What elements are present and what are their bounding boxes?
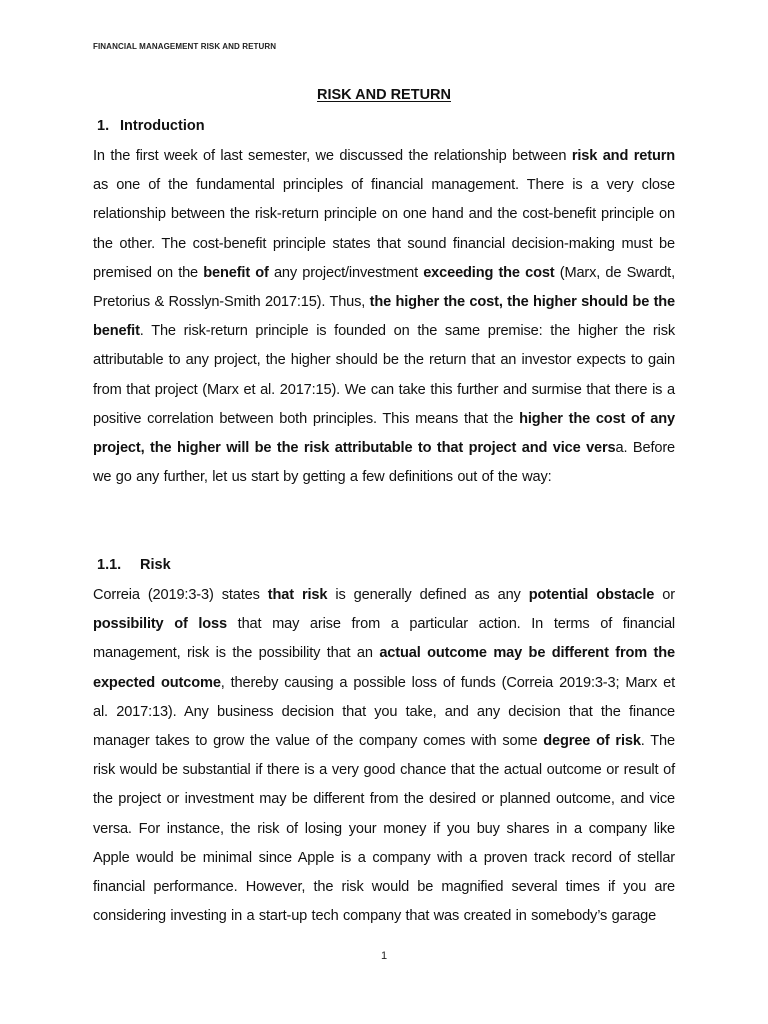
bold-text-run: degree of risk: [543, 733, 641, 750]
bold-text-run: higher the cost of any project, the higher will be the risk attributable to that project and vice vers: [93, 410, 675, 457]
text-run: (Marx, de Swardt, Pretorius & Rosslyn-Smith 2017:15). Thus,: [93, 264, 675, 311]
text-run: any project/investment: [268, 264, 424, 281]
text-run: that may arise from a particular action. In terms of financial management, risk is the possibility that an: [93, 616, 676, 662]
section-heading-introduction: [97, 118, 205, 134]
text-run: as one of the fundamental principles of financial management. There is a very close relationship between the risk-return principle on one hand and the cost-benefit principle on the other. The cost-benefit principle states that sound financial decision-making must be premised on the: [93, 177, 675, 281]
text-run: . The risk would be substantial if there is a very good chance that the actual outcome or result of the project or investment may be different from the desired or planned outcome, and vice versa. For instance, the risk of losing your money if you buy shares in a company like Apple would be minimal since Apple is a company with a proven track record of stellar financial performance. However, the risk would be magnified several times if you are considering investing in a start-up tech company that was created in somebody’s garage: [93, 733, 675, 925]
bold-text-run: exceeding the cost: [423, 264, 555, 281]
document-title: RISK AND RETURN: [317, 87, 451, 103]
text-run: is generally defined as any: [327, 587, 529, 603]
section-heading-text: Introduction: [120, 118, 205, 134]
bold-text-run: benefit of: [203, 264, 269, 281]
section-heading-risk: [97, 557, 171, 573]
section-number: 1.: [97, 118, 110, 134]
bold-text-run: actual outcome may be different from the expected outcome: [93, 645, 675, 691]
text-run: or: [654, 587, 675, 603]
bold-text-run: possibility of loss: [93, 616, 227, 633]
page-number: 1: [380, 950, 388, 962]
introduction-paragraph: [93, 142, 675, 492]
risk-paragraph: [93, 581, 675, 931]
running-header: FINANCIAL MANAGEMENT RISK AND RETURN: [93, 42, 277, 51]
text-run: a. Before we go any further, let us start by getting a few definitions out of the way:: [93, 440, 675, 486]
bold-text-run: that risk: [267, 587, 328, 603]
bold-text-run: the higher the cost, the higher should be the benefit: [93, 294, 676, 340]
section-heading-text: Risk: [140, 557, 171, 573]
text-run: . The risk-return principle is founded on the same premise: the higher the risk attributable to any project, the higher should be the return that an investor expects to gain from that project (Marx et al. 2017:15). We can take this further and surmise that there is a positive correlation between both principles. This means that the: [93, 323, 675, 427]
bold-text-run: risk and return: [571, 148, 676, 164]
text-run: Correia (2019:3-3) states: [93, 587, 268, 603]
text-run: , thereby causing a possible loss of funds (Correia 2019:3-3; Marx et al. 2017:13). Any business decision that you take, and any decision that the finance manager takes to grow the value of the company comes with some: [93, 674, 675, 750]
text-run: In the first week of last semester, we discussed the relationship between: [93, 148, 572, 164]
section-number: 1.1.: [97, 557, 122, 573]
bold-text-run: potential obstacle: [528, 587, 655, 603]
